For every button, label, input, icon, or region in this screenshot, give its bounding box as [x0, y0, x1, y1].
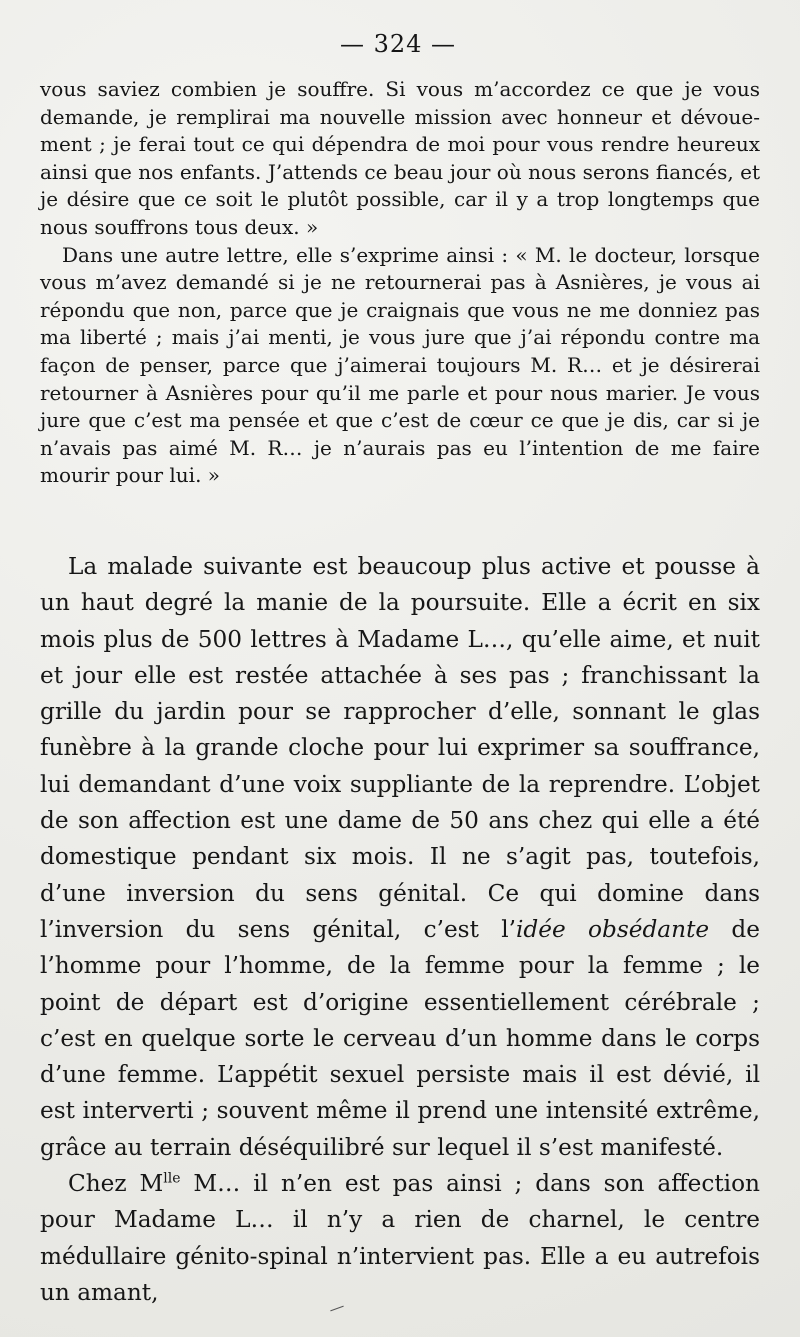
- body-text-segment: de l’homme pour l’homme, de la femme pour la femme ; le point de départ est d’origine essentiellement cérébrale ; c’est en quelque sorte le cerveau d’un homme dans le corps d’une femme. L’appétit sexuel persiste mais il est dévié, il est interverti ; souvent même il prend une intensité extrême, grâce au terrain déséquilibré sur lequel il s’est manifesté.: [40, 915, 760, 1161]
- quoted-letter-block: [40, 76, 760, 490]
- italic-term: idée obsédante: [516, 915, 710, 943]
- body-text-segment: Chez M: [68, 1170, 164, 1198]
- body-text-segment: M… il n’en est pas ainsi ; dans son affection pour Madame L… il n’y a rien de charnel, le centre médullaire génito-spinal n’intervient pas. Elle a eu autrefois un amant,: [40, 1170, 760, 1306]
- body-paragraph: [40, 1166, 760, 1311]
- page-number: — 324 —: [339, 30, 457, 58]
- quote-paragraph: Dans une autre lettre, elle s’exprime ainsi : « M. le docteur, lorsque vous m’avez demandé si je ne retournerai pas à Asnières, je vous ai répondu que non, parce que je craignais que vous ne me donniez pas ma liberté ; mais j’ai menti, je vous jure que j’ai répondu contre ma façon de penser, parce que j’aimerai toujours M. R… et je désirerai retourner à Asnières pour qu’il me parle et pour nous marier. Je vous jure que c’est ma pensée et que c’est de cœur ce que je dis, car si je n’avais pas aimé M. R… je n’aurais pas eu l’intention de me faire mourir pour lui. »: [40, 242, 760, 488]
- main-body-text: [40, 549, 760, 1311]
- body-paragraph: [40, 549, 760, 1166]
- superscript-title: lle: [163, 1170, 181, 1187]
- quote-paragraph: vous saviez combien je souffre. Si vous m’accordez ce que je vous demande, je remplirai ma nouvelle mission avec honneur et dévouement ; je ferai tout ce qui dépendra de moi pour vous rendre heureux ainsi que nos enfants. J’attends ce beau jour où nous serons fiancés, et je désire que ce soit le plutôt possible, car il y a trop longtemps que nous souffrons tous deux. »: [40, 77, 760, 239]
- body-text-segment: La malade suivante est beaucoup plus active et pousse à un haut degré la manie de la poursuite. Elle a écrit en six mois plus de 500 lettres à Madame L…, qu’elle aime, et nuit et jour elle est restée attachée à ses pas ; franchissant la grille du jardin pour se rapprocher d’elle, sonnant le glas funèbre à la grande cloche pour lui exprimer sa souffrance, lui demandant d’une voix suppliante de la reprendre. L’objet de son affection est une dame de 50 ans chez qui elle a été domestique pendant six mois. Il ne s’agit pas, toutefois, d’une inversion du sens génital. Ce qui domine dans l’inversion du sens génital, c’est l’: [40, 553, 760, 943]
